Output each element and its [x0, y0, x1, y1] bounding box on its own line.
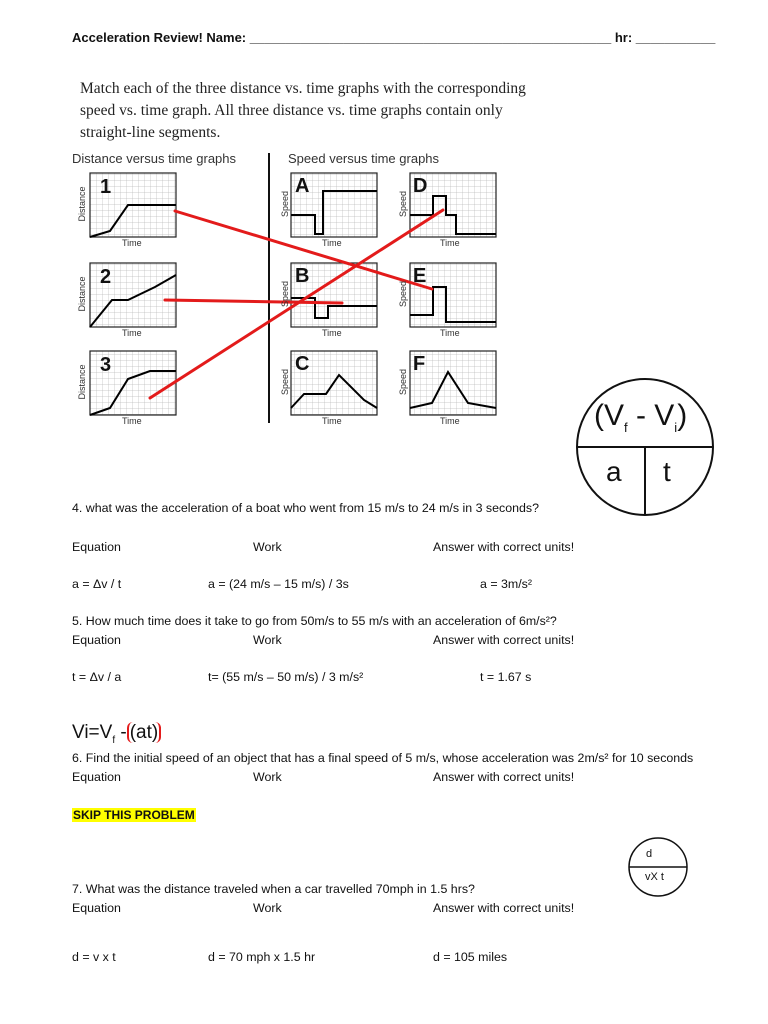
speed-label-d: D: [413, 175, 428, 197]
acceleration-formula-circle: [575, 377, 715, 517]
answer-header: Answer with correct units!: [433, 633, 575, 647]
work-header: Work: [253, 540, 282, 554]
graphs-svg: [0, 0, 768, 440]
distance-label-2: 2: [100, 266, 112, 288]
question-4-prompt: 4. what was the acceleration of a boat who went from 15 m/s to 24 m/s in 3 seconds?: [72, 501, 539, 515]
acceleration-formula-t: t: [663, 456, 671, 487]
skip-problem-note: SKIP THIS PROBLEM: [73, 808, 195, 822]
question-5-work: t= (55 m/s – 50 m/s) / 3 m/s²: [208, 670, 364, 684]
distance-formula-vxt: vX t: [645, 871, 664, 883]
question-5-answer: t = 1.67 s: [480, 670, 532, 684]
question-6-prompt: 6. Find the initial speed of an object that has a final speed of 5 m/s, whose acceleration was 2m/s² for 10 seconds: [72, 751, 694, 765]
distance-formula-circle: [627, 836, 689, 898]
question-4-work: a = (24 m/s – 15 m/s) / 3s: [208, 577, 349, 591]
answer-header: Answer with correct units!: [433, 901, 575, 915]
speed-graphs-heading: Speed versus time graphs: [288, 151, 440, 166]
distance-label-3: 3: [100, 354, 112, 376]
time-axis-label: Time: [122, 238, 142, 248]
question-7-equation: d = v x t: [72, 950, 116, 964]
distance-axis-label: Distance: [77, 276, 87, 312]
time-axis-label: Time: [440, 328, 460, 338]
time-axis-label: Time: [322, 238, 342, 248]
equation-header: Equation: [72, 770, 121, 784]
initial-speed-formula: $Vi=V_f - (at)$: [72, 722, 161, 746]
speed-axis-label: Speed: [398, 280, 408, 308]
work-header: Work: [253, 901, 282, 915]
acceleration-formula-top: $(V_f - V_i)$: [594, 399, 688, 435]
speed-label-f: F: [413, 353, 426, 375]
equation-header: Equation: [72, 901, 121, 915]
distance-graphs-heading: Distance versus time graphs: [72, 151, 237, 166]
time-axis-label: Time: [122, 416, 142, 426]
time-axis-label: Time: [440, 238, 460, 248]
question-7-answer: d = 105 miles: [433, 950, 508, 964]
speed-axis-label: Speed: [398, 368, 408, 396]
answer-header: Answer with correct units!: [433, 540, 575, 554]
question-4-answer: a = 3m/s²: [480, 577, 532, 591]
distance-label-1: 1: [100, 176, 112, 198]
question-7-work: d = 70 mph x 1.5 hr: [208, 950, 316, 964]
work-header: Work: [253, 770, 282, 784]
distance-axis-label: Distance: [77, 186, 87, 222]
work-header: Work: [253, 633, 282, 647]
speed-label-c: C: [295, 353, 310, 375]
question-4-equation: a = Δv / t: [72, 577, 122, 591]
header-line: Acceleration Review! Name: __________________________________________________ hr: ___________: [72, 30, 716, 45]
equation-header: Equation: [72, 540, 121, 554]
speed-label-e: E: [413, 265, 427, 287]
question-5-prompt: 5. How much time does it take to go from 50m/s to 55 m/s with an acceleration of 6m/s²?: [72, 614, 557, 628]
time-axis-label: Time: [322, 328, 342, 338]
question-5-equation: t = Δv / a: [72, 670, 122, 684]
speed-label-a: A: [295, 175, 310, 197]
question-7-prompt: 7. What was the distance traveled when a car travelled 70mph in 1.5 hrs?: [72, 882, 475, 896]
time-axis-label: Time: [322, 416, 342, 426]
speed-axis-label: Speed: [280, 280, 290, 308]
time-axis-label: Time: [122, 328, 142, 338]
speed-axis-label: Speed: [280, 368, 290, 396]
time-axis-label: Time: [440, 416, 460, 426]
speed-axis-label: Speed: [398, 190, 408, 218]
answer-header: Answer with correct units!: [433, 770, 575, 784]
speed-label-b: B: [295, 265, 310, 287]
acceleration-formula-a: a: [606, 456, 622, 487]
distance-formula-d: d: [646, 848, 653, 860]
speed-axis-label: Speed: [280, 190, 290, 218]
equation-header: Equation: [72, 633, 121, 647]
distance-axis-label: Distance: [77, 364, 87, 400]
instruction-text: Match each of the three distance vs. time graphs with the corresponding speed vs. time graph. All three distance vs. time graphs contain only straight-line segments.: [80, 80, 526, 141]
